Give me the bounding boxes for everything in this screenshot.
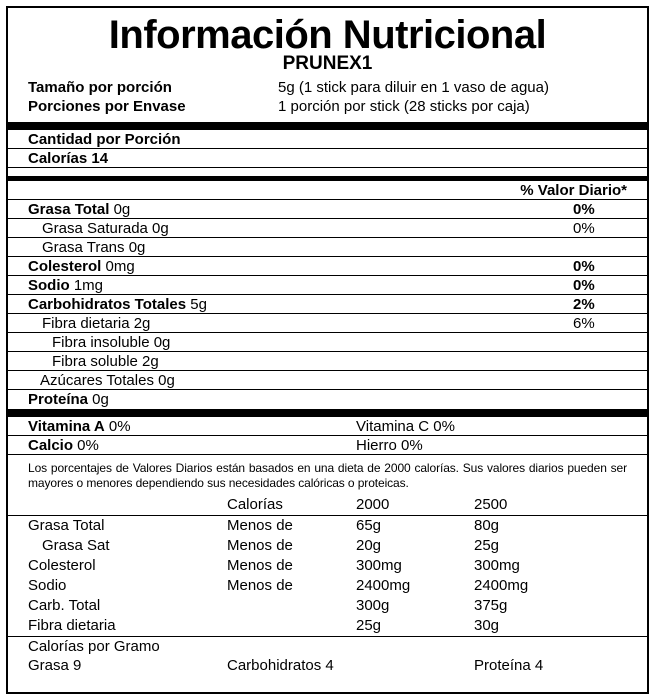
reference-row: Colesterol Menos de 300mg 300mg	[28, 557, 520, 574]
servings-per-container-value: 1 porción por stick (28 sticks por caja)	[278, 98, 530, 115]
nutrient-row-proteina: Proteína 0g	[28, 391, 109, 408]
thick-divider	[8, 122, 647, 130]
serving-size-value: 5g (1 stick para diluir en 1 vaso de agua)	[278, 79, 549, 96]
calories-per-gram-label-row: Calorías por Gramo	[28, 638, 160, 655]
vitamins-divider	[8, 409, 647, 417]
daily-value-header: % Valor Diario*	[8, 181, 647, 200]
servings-per-container-label: Porciones por Envase	[28, 98, 186, 115]
reference-row: Sodio Menos de 2400mg 2400mg	[28, 577, 529, 594]
nutrient-row-fibra-soluble: Fibra soluble 2g	[8, 352, 647, 371]
reference-header-row: Calorías 2000 2500	[227, 496, 508, 513]
reference-row: Fibra dietaria 25g 30g	[28, 617, 500, 634]
serving-size-label: Tamaño por porción	[28, 79, 172, 96]
reference-table	[8, 495, 647, 636]
nutrient-row-fibra-insoluble: Fibra insoluble 0g	[8, 333, 647, 352]
vitamin-row-calcio-hierro: Calcio 0% Hierro 0%	[8, 436, 647, 455]
nutrient-row-azucares: Azúcares Totales 0g	[8, 371, 647, 390]
serving-info	[8, 78, 647, 116]
reference-row: Carb. Total 300g 375g	[28, 597, 508, 614]
product-name: PRUNEX1	[282, 53, 373, 74]
reference-row: Grasa Total Menos de 65g 80g	[8, 515, 647, 536]
nutrient-row-grasa-trans: Grasa Trans 0g	[8, 238, 647, 257]
calories-per-gram-values-row: Grasa 9 Carbohidratos 4 Proteína 4	[28, 657, 544, 674]
nutrient-row-colesterol: Colesterol 0mg 0%	[8, 257, 647, 276]
nutrient-row-carbohidratos: Carbohidratos Totales 5g 2%	[8, 295, 647, 314]
calories-row: Calorías 14	[8, 149, 647, 168]
reference-row: Grasa Sat Menos de 20g 25g	[42, 537, 500, 554]
nutrient-row-grasa-saturada: Grasa Saturada 0g 0%	[8, 219, 647, 238]
nutrient-row-grasa-total: Grasa Total 0g 0%	[8, 200, 647, 219]
medium-divider	[8, 168, 647, 181]
label-title: Información Nutricional	[108, 13, 547, 57]
amount-per-serving: Cantidad por Porción	[8, 130, 647, 149]
calories-per-gram	[8, 636, 647, 675]
daily-value-footnote: Los porcentajes de Valores Diarios están basados en una dieta de 2000 calorías. Sus valores diarios pueden ser mayores o menores dependiendo sus necesidades calóricas o proteicas.	[28, 461, 627, 490]
nutrient-row-fibra-dietaria: Fibra dietaria 2g 6%	[8, 314, 647, 333]
nutrient-row-sodio: Sodio 1mg 0%	[8, 276, 647, 295]
vitamin-row-a-c: Vitamina A 0% Vitamina C 0%	[8, 417, 647, 436]
nutrition-facts-label	[6, 6, 649, 694]
